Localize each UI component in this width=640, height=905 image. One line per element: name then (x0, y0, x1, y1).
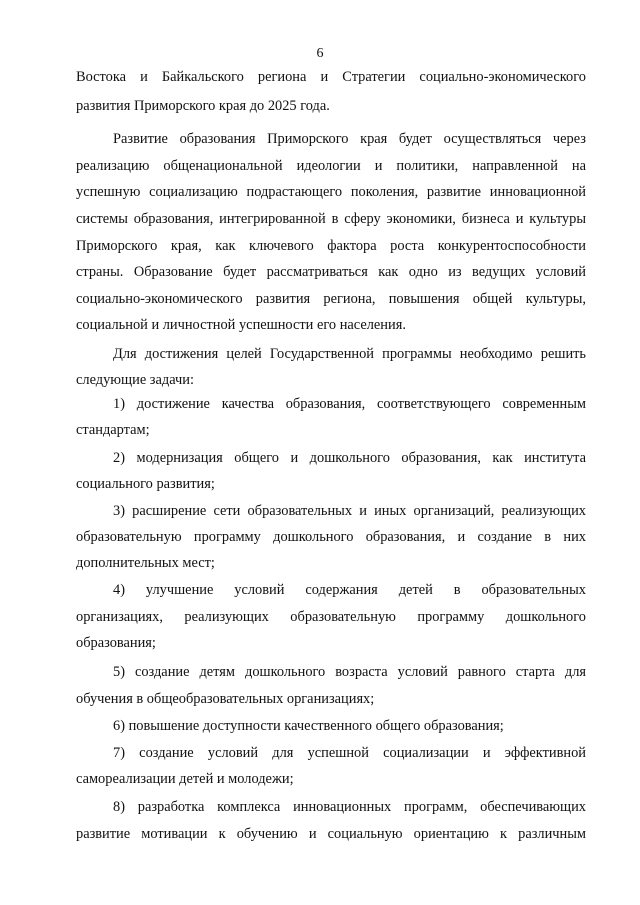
text-line: социально-экономического развития региона, повышения общей культуры, (76, 291, 586, 307)
text-line: 4) улучшение условий содержания детей в образовательных (113, 582, 586, 598)
text-line: 2) модернизация общего и дошкольного образования, как института (113, 450, 586, 466)
text-line: Приморского края, как ключевого фактора роста конкурентоспособности (76, 238, 586, 254)
text-line: образовательную программу дошкольного образования, и создание в них (76, 529, 586, 545)
text-line: социальной и личностной успешности его населения. (76, 317, 406, 333)
text-line: дополнительных мест; (76, 555, 215, 571)
text-line: социального развития; (76, 476, 215, 492)
text-line: развитие мотивации к обучению и социальную ориентацию к различным (76, 826, 586, 842)
text-line: Востока и Байкальского региона и Стратегии социально-экономического (76, 69, 586, 85)
text-line: развития Приморского края до 2025 года. (76, 98, 330, 114)
text-line: обучения в общеобразовательных организациях; (76, 691, 375, 707)
text-line: следующие задачи: (76, 372, 194, 388)
text-line: 1) достижение качества образования, соответствующего современным (113, 396, 586, 412)
text-line: стандартам; (76, 422, 150, 438)
text-line: реализацию общенациональной идеологии и политики, направленной на (76, 158, 586, 174)
text-line: 7) создание условий для успешной социализации и эффективной (113, 745, 586, 761)
text-line: 8) разработка комплекса инновационных программ, обеспечивающих (113, 799, 586, 815)
text-line: системы образования, интегрированной в сферу экономики, бизнеса и культуры (76, 211, 586, 227)
page-number: 6 (316, 46, 324, 61)
text-line: 3) расширение сети образовательных и иных организаций, реализующих (113, 503, 586, 519)
text-line: 6) повышение доступности качественного общего образования; (113, 718, 504, 734)
text-line: Развитие образования Приморского края будет осуществляться через (113, 131, 586, 147)
text-line: самореализации детей и молодежи; (76, 771, 294, 787)
text-line: успешную социализацию подрастающего поколения, развитие инновационной (76, 184, 586, 200)
text-line: Для достижения целей Государственной программы необходимо решить (113, 346, 586, 362)
text-line: страны. Образование будет рассматриваться как одно из ведущих условий (76, 264, 586, 280)
text-line: организациях, реализующих образовательную программу дошкольного (76, 609, 586, 625)
text-line: 5) создание детям дошкольного возраста условий равного старта для (113, 664, 586, 680)
text-line: образования; (76, 635, 156, 651)
